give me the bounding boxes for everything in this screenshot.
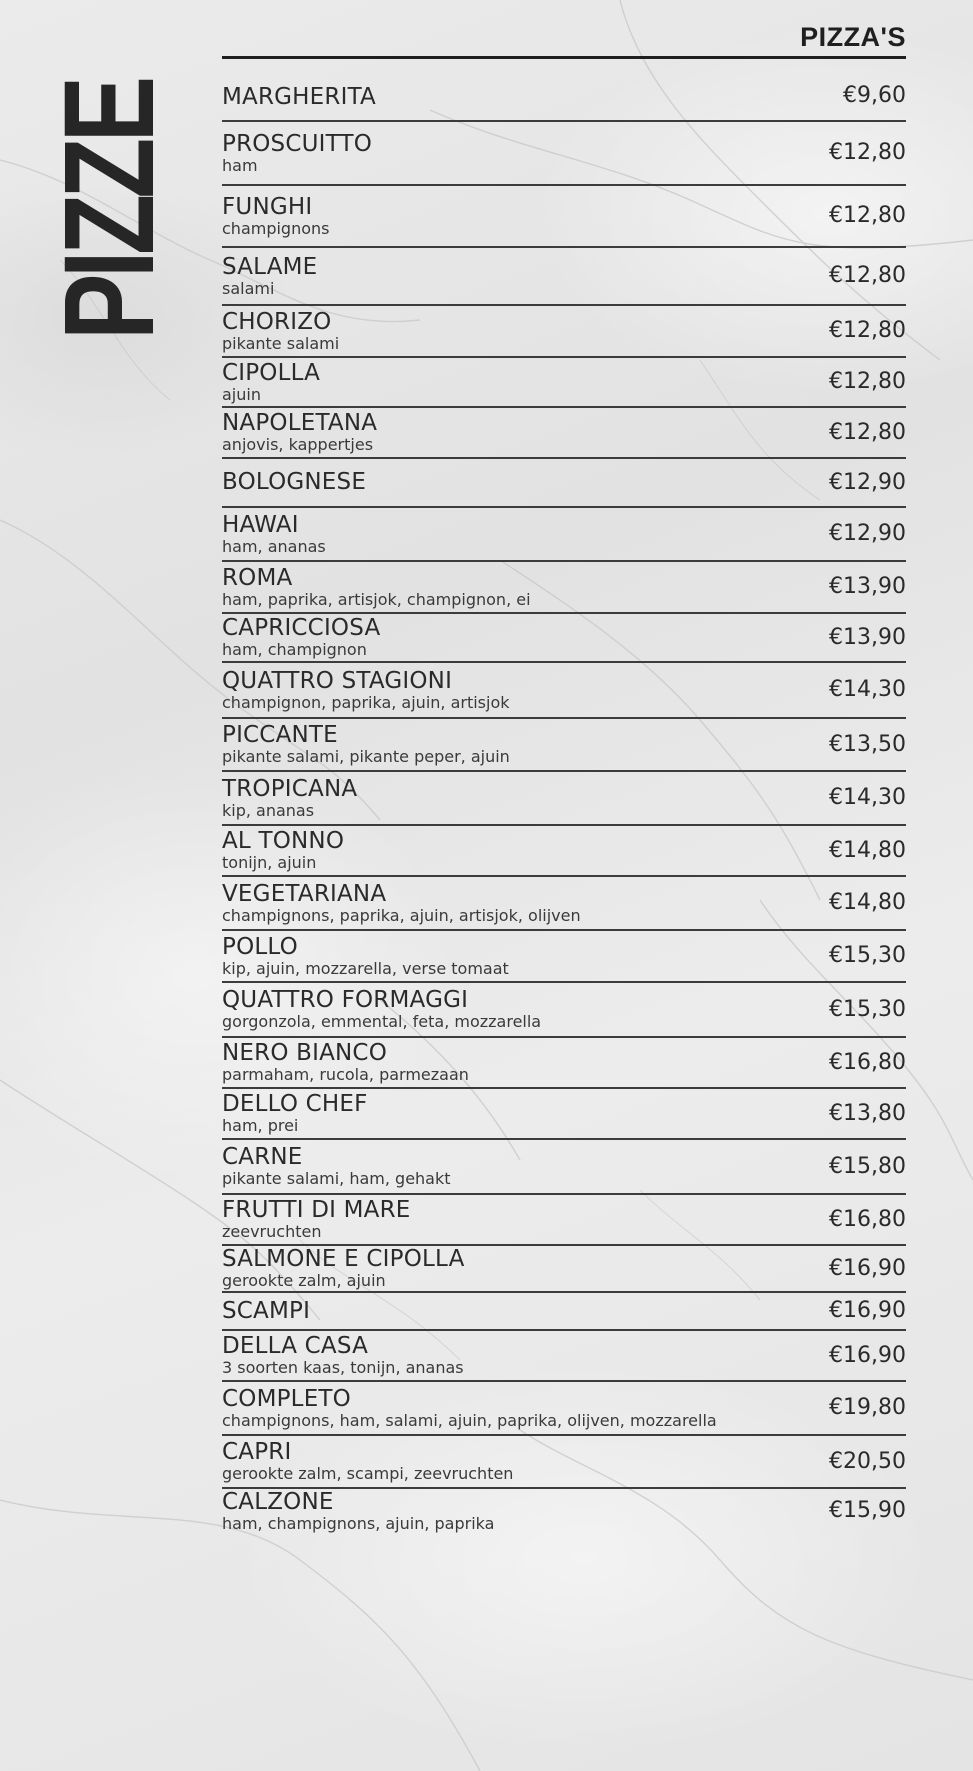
item-description: zeevruchten [222,1222,322,1241]
item-name: HAWAI [222,511,299,538]
item-price: €12,90 [829,469,906,495]
item-name: CARNE [222,1144,303,1170]
item-price: €13,50 [829,731,906,757]
menu-item [222,663,906,719]
item-price: €19,80 [829,1395,906,1420]
item-name: PROSCUITTO [222,130,373,157]
item-name: TROPICANA [222,775,358,802]
item-name: VEGETARIANA [222,880,387,907]
item-price: €16,90 [829,1298,906,1323]
item-name: DELLO CHEF [222,1091,368,1117]
item-price: €12,80 [829,263,906,288]
menu-item [222,983,906,1038]
item-description: kip, ajuin, mozzarella, verse tomaat [222,958,509,978]
menu-item [222,719,906,772]
item-description: ajuin [222,384,261,404]
menu-item [222,826,906,877]
item-description: gorgonzola, emmental, feta, mozzarella [222,1012,542,1031]
item-name: DELLA CASA [222,1333,368,1359]
item-name: FUNGHI [222,193,313,220]
item-price: €15,30 [829,996,906,1022]
side-title: PIZZE [38,80,181,340]
section-header: PIZZA'S [222,18,906,59]
menu-item [222,358,906,408]
item-name: QUATTRO STAGIONI [222,667,453,694]
menu-item [222,459,906,508]
item-price: €20,50 [829,1448,906,1474]
item-description: champignons [222,218,330,238]
item-price: €14,30 [829,677,906,702]
item-description: ham [222,155,258,175]
item-description: 3 soorten kaas, tonijn, ananas [222,1358,464,1377]
menu-item [222,248,906,306]
menu-item [222,1038,906,1089]
menu-item [222,1089,906,1140]
menu-item [222,1331,906,1382]
item-name: SALMONE E CIPOLLA [222,1246,465,1272]
item-price: €13,90 [829,624,906,650]
item-price: €15,80 [829,1153,906,1179]
item-price: €16,80 [829,1049,906,1075]
item-price: €15,90 [829,1498,906,1523]
menu-item [222,1140,906,1195]
item-name: NAPOLETANA [222,410,378,436]
item-description: parmaham, rucola, parmezaan [222,1065,469,1084]
item-name: CHORIZO [222,308,332,335]
item-name: AL TONNO [222,828,345,854]
item-description: pikante salami, pikante peper, ajuin [222,747,510,766]
item-description: pikante salami, ham, gehakt [222,1169,451,1188]
item-description: gerookte zalm, ajuin [222,1271,386,1290]
item-description: champignon, paprika, ajuin, artisjok [222,692,510,712]
item-description: tonijn, ajuin [222,853,317,872]
item-description: ham, paprika, artisjok, champignon, ei [222,589,531,609]
menu-item [222,1436,906,1489]
item-name: NERO BIANCO [222,1040,387,1066]
item-name: COMPLETO [222,1385,351,1412]
item-name: FRUTTI DI MARE [222,1197,411,1223]
item-description: gerookte zalm, scampi, zeevruchten [222,1464,514,1483]
item-description: salami [222,278,275,298]
item-price: €14,80 [829,890,906,915]
item-price: €16,80 [829,1206,906,1232]
item-price: €12,80 [829,369,906,394]
item-price: €12,80 [829,203,906,228]
menu-item [222,562,906,614]
item-name: SALAME [222,253,318,280]
menu-item [222,74,906,122]
menu-item [222,1293,906,1331]
item-name: CAPRICCIOSA [222,615,381,641]
item-price: €12,80 [829,419,906,445]
item-description: kip, ananas [222,800,315,820]
menu-list [222,74,906,1533]
menu-item [222,931,906,983]
item-price: €12,80 [829,140,906,165]
item-price: €14,80 [829,837,906,863]
item-name: MARGHERITA [222,83,376,110]
item-price: €12,90 [829,521,906,546]
item-name: ROMA [222,564,293,591]
menu-item [222,614,906,663]
item-description: pikante salami [222,333,340,353]
item-price: €16,90 [829,1255,906,1281]
item-name: CIPOLLA [222,359,321,386]
item-price: €9,60 [843,83,906,108]
item-price: €16,90 [829,1342,906,1368]
item-description: ham, ananas [222,536,326,556]
item-price: €15,30 [829,943,906,968]
item-price: €13,80 [829,1100,906,1126]
menu-item [222,1382,906,1436]
item-description: champignons, ham, salami, ajuin, paprika, olijven, mozzarella [222,1410,717,1430]
item-description: ham, champignon [222,640,367,659]
menu-item [222,877,906,931]
item-price: €12,80 [829,318,906,343]
menu-item [222,186,906,248]
item-name: BOLOGNESE [222,469,367,495]
menu-item [222,408,906,459]
menu-item [222,122,906,186]
item-name: QUATTRO FORMAGGI [222,987,469,1013]
menu-item [222,306,906,358]
menu-item [222,1195,906,1246]
item-description: champignons, paprika, ajuin, artisjok, olijven [222,905,581,925]
menu-item [222,1246,906,1293]
menu-item [222,1489,906,1533]
item-price: €13,90 [829,574,906,599]
item-name: SCAMPI [222,1297,311,1324]
item-name: PICCANTE [222,722,338,748]
item-name: CALZONE [222,1488,334,1515]
item-description: ham, prei [222,1116,299,1135]
item-name: CAPRI [222,1439,292,1465]
item-description: anjovis, kappertjes [222,435,374,454]
item-price: €14,30 [829,785,906,810]
menu-item [222,508,906,562]
item-name: POLLO [222,933,298,960]
menu-item [222,772,906,826]
item-description: ham, champignons, ajuin, paprika [222,1513,495,1533]
